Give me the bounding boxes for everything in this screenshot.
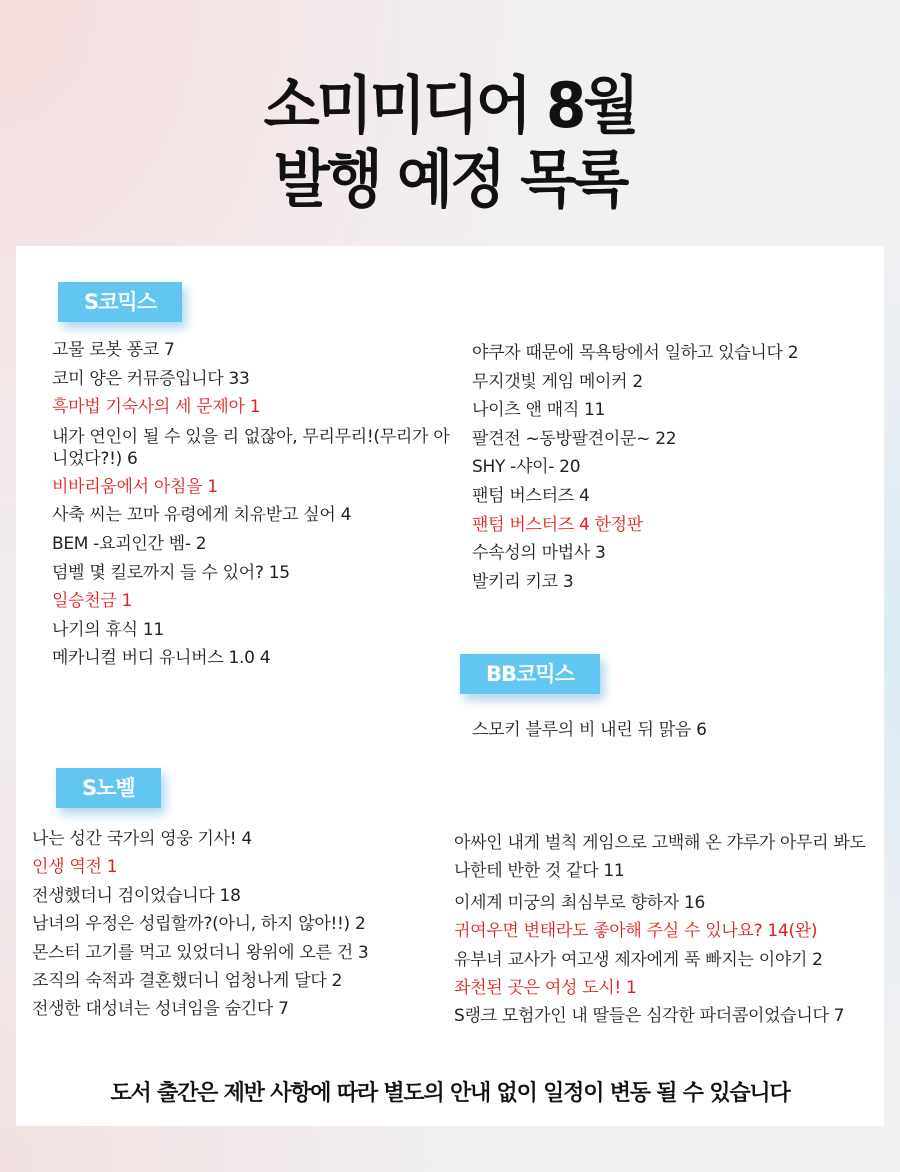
s-novel-tag: S노벨	[56, 768, 161, 808]
title-item: 비바리움에서 아침을 1	[52, 476, 218, 497]
title-item: 팬텀 버스터즈 4 한정판	[472, 514, 643, 535]
title-item: 고물 로봇 퐁코 7	[52, 340, 175, 360]
title-item: 조직의 숙적과 결혼했더니 엄청나게 달다 2	[32, 971, 343, 992]
title-item: 내가 연인이 될 수 있을 리 없잖아, 무리무리!(무리가 아니었다?!) 6	[52, 426, 450, 469]
title-item: S랭크 모험가인 내 딸들은 심각한 파더콤이었습니다 7	[454, 1006, 845, 1027]
title-item: 팬텀 버스터즈 4	[472, 485, 590, 506]
title-item: 일승천금 1	[52, 591, 133, 612]
title-item: 코미 양은 커뮤증입니다 33	[52, 368, 250, 389]
title-item: 귀여우면 변태라도 좋아해 주실 수 있나요? 14(완)	[454, 921, 818, 942]
title-item: 메카니컬 버디 유니버스 1.0 4	[52, 648, 271, 669]
title-item: 야쿠자 때문에 목욕탕에서 일하고 있습니다 2	[472, 343, 799, 363]
title-item: 남녀의 우정은 성립할까?(아니, 하지 않아!!) 2	[32, 914, 366, 935]
s-novel-list-right	[454, 825, 880, 1031]
title-item: 팔견전 ~동방팔견이문~ 22	[472, 428, 677, 449]
title-item: 아싸인 내게 벌칙 게임으로 고백해 온 갸루가 아무리 봐도 나한테 반한 것 같다 11	[454, 833, 866, 882]
title-item: 나이츠 앤 매직 11	[472, 400, 606, 421]
title-item: 이세계 미궁의 최심부로 향하자 16	[454, 892, 706, 913]
title-item: 덤벨 몇 킬로까지 들 수 있어? 15	[52, 562, 290, 583]
page-title-line-2: 발행 예정 목록	[273, 142, 627, 217]
title-item: 나기의 휴식 11	[52, 619, 164, 640]
bb-comics-list	[472, 716, 876, 745]
s-comics-list-left	[52, 336, 460, 673]
title-item: 전생했더니 검이었습니다 18	[32, 885, 241, 906]
schedule-card	[16, 246, 884, 1126]
title-item: 스모키 블루의 비 내린 뒤 맑음 6	[472, 720, 707, 740]
title-item: 몬스터 고기를 먹고 있었더니 왕위에 오른 건 3	[32, 942, 369, 963]
schedule-notice: 도서 출간은 제반 사항에 따라 별도의 안내 없이 일정이 변동 될 수 있습니다	[110, 1081, 790, 1106]
title-item: 무지갯빛 게임 메이커 2	[472, 371, 643, 392]
title-item: 전생한 대성녀는 성녀임을 숨긴다 7	[32, 999, 289, 1020]
title-item: 발키리 키코 3	[472, 571, 574, 592]
title-item: 나는 성간 국가의 영웅 기사! 4	[32, 829, 252, 849]
title-item: SHY -샤이- 20	[472, 457, 581, 478]
bb-comics-tag: BB코믹스	[460, 654, 600, 694]
title-item: 사축 씨는 꼬마 유령에게 치유받고 싶어 4	[52, 505, 352, 526]
title-item: 수속성의 마법사 3	[472, 543, 606, 564]
s-novel-list-left	[32, 825, 450, 1024]
title-item: 인생 역전 1	[32, 857, 118, 878]
title-item: BEM -요괴인간 벰- 2	[52, 533, 207, 554]
s-comics-tag: S코믹스	[58, 282, 182, 322]
title-item: 흑마법 기숙사의 세 문제아 1	[52, 397, 261, 418]
title-item: 유부녀 교사가 여고생 제자에게 푹 빠지는 이야기 2	[454, 949, 823, 970]
page-title-line-1: 소미미디어 8월	[263, 68, 637, 143]
s-comics-list-right	[472, 339, 876, 596]
title-item: 좌천된 곳은 여성 도시! 1	[454, 978, 637, 999]
